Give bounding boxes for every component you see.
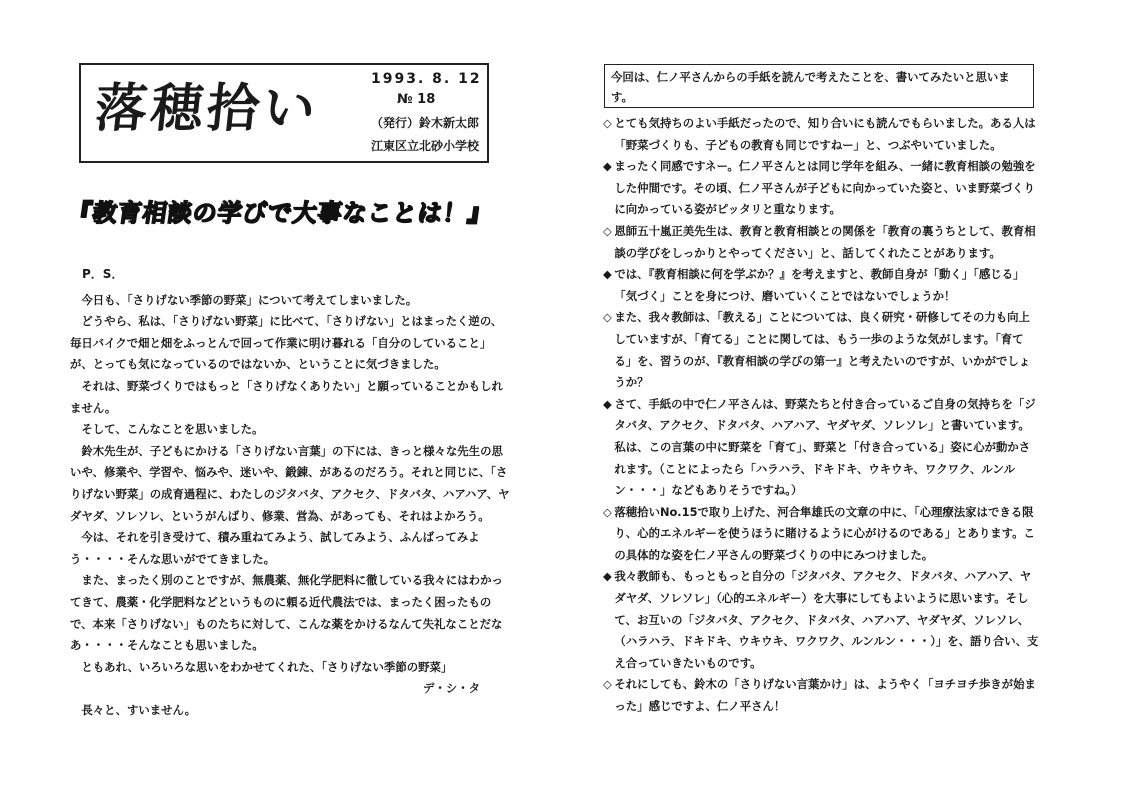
letter-paragraph: そして、こんなことを思いました。 xyxy=(81,422,264,437)
reflection-item xyxy=(603,502,1039,567)
reflection-item xyxy=(603,264,1039,307)
bullet-mark: ◇ xyxy=(603,223,612,238)
reflection-item xyxy=(603,156,1039,221)
school-name: 江東区立北砂小学校 xyxy=(371,139,480,153)
letter-paragraph: また、まったく別のことですが、無農薬、無化学肥料に徹している我々にはわかってきて、農薬・化学肥料などというものに頼る近代農法では、まったく困ったもので、本来「さりげない」ものたちに対して、こんな薬をかけるなんて失礼なことだなあ・・・・そんなことも思いました。 xyxy=(70,573,503,653)
ps-label: P．S． xyxy=(82,267,124,281)
letter-column xyxy=(70,264,510,721)
reflection-text: まったく同感ですネー。仁ノ平さんとは同じ学年を組み、一緒に教育相談の勉強をした仲間です。その頃、仁ノ平さんが子どもに向かっていた姿と、いま野菜づくりに向かっている姿がピッタリと重なります。 xyxy=(614,159,1036,217)
letter-paragraph: 鈴木先生が、子どもにかける「さりげない言葉」の下には、きっと様々な先生の思いや、修業や、学習や、悩みや、迷いや、鍛錬、があるのだろう。それと同じに、「さりげない野菜」の成育過程に、わたしのジタバタ、アクセク、ドタバタ、ハアハア、ヤダヤダ、ソレソレ、というがんばり、修業、営為、があっても、それはよかろう。 xyxy=(70,443,510,523)
reflection-text: 落穂拾いNo.15で取り上げた、河合隼雄氏の文章の中に、「心理療法家はできる限り、心的エネルギーを使うほうに賭けるように心がけるのである」とあります。この具体的な姿を仁ノ平さんの野菜づくりの中にみつけました。 xyxy=(614,504,1035,562)
letter-paragraph: どうやら、私は、「さりげない野菜」に比べて、「さりげない」とはまったく逆の、毎日バイクで畑と畑をふっとんで回って作業に明け暮れる「自分のしていること」が、とっても気になっているのではないか、ということに気づきました。 xyxy=(70,314,503,372)
bullet-mark: ◆ xyxy=(603,159,612,174)
letter-closing: 長々と、すいません。 xyxy=(81,702,196,717)
reflection-item xyxy=(603,394,1039,502)
reflection-text: 恩師五十嵐正美先生は、教育と教育相談との関係を「教育の裏うちとして、教育相談の学びをしっかりとやってください」と、話してくれたことがあります。 xyxy=(614,223,1036,260)
issue-number: № 18 xyxy=(397,92,436,107)
reflection-item xyxy=(603,674,1039,717)
masthead xyxy=(79,63,489,163)
reflection-item xyxy=(603,113,1039,156)
issue-date: 1993. 8. 12 xyxy=(371,71,482,87)
reflection-text: さて、手紙の中で仁ノ平さんは、野菜たちと付き合っているご自身の気持ちを「ジタバタ、アクセク、ドタバタ、ハアハア、ヤダヤダ、ソレソレ」と書いています。私は、この言葉の中に野菜を「育て」、野菜と「付き合っている」姿に心が動かされます。（ことによったら「ハラハラ、ドキドキ、ウキウキ、ワクワク、ルンルン・・・」などもありそうですね。） xyxy=(614,396,1036,498)
letter-paragraph: 今日も、「さりげない季節の野菜」について考えてしまいました。 xyxy=(81,292,418,307)
bullet-mark: ◇ xyxy=(603,310,612,325)
newsletter-title: 落穂拾い xyxy=(91,78,323,139)
bullet-mark: ◇ xyxy=(603,677,612,692)
reflection-text: それにしても、鈴木の「さりげない言葉かけ」は、ようやく「ヨチヨチ歩きが始まった」感じですよ、仁ノ平さん！ xyxy=(614,677,1036,714)
letter-paragraph: それは、野菜づくりではもっと「さりげなくありたい」と願っていることかもしれません。 xyxy=(70,378,503,415)
reflection-item xyxy=(603,566,1039,674)
bullet-mark: ◇ xyxy=(603,116,612,130)
reflection-item xyxy=(603,307,1039,393)
intro-box: 今回は、仁ノ平さんからの手紙を読んで考えたことを、書いてみたいと思います。 xyxy=(604,64,1034,108)
letter-paragraph: 今は、それを引き受けて、積み重ねてみよう、試してみよう、ふんばってみよう・・・・そんな思いがでてきました。 xyxy=(70,530,480,566)
reflection-text: また、我々教師は、「教える」ことについては、良く研究・研修してその力も向上していますが、「育てる」ことに関しては、もう一歩のような気がします。「育てる」を、習うのが、『教育相談の学びの第一』と考えたいのですが、いかがでしょうか？ xyxy=(614,310,1031,390)
reflection-text: 我々教師も、もっともっと自分の「ジタバタ、アクセク、ドタバタ、ハアハア、ヤダヤダ、ソレソレ」（心的エネルギー）を大事にしてもよいように思います。そして、お互いの「ジタバタ、アクセク、ドタバタ、ハアハア、ヤダヤダ、ソレソレ、（ハラハラ、ドキドキ、ウキウキ、ワクワク、ルンルン・・・）」を、語り合い、支え合っていきたいものです。 xyxy=(614,569,1039,670)
publisher: （発行）鈴木新太郎 xyxy=(371,116,480,130)
bullet-mark: ◆ xyxy=(603,396,612,411)
bullet-mark: ◇ xyxy=(603,504,612,519)
bullet-mark: ◆ xyxy=(603,569,612,584)
reflection-column xyxy=(603,113,1039,718)
reflection-text: とても気持ちのよい手紙だったので、知り合いにも読んでもらいました。ある人は「野菜づくりも、子どもの教育も同じですねー」と、つぶやいていました。 xyxy=(614,116,1036,152)
reflection-text: では、『教育相談に何を学ぶか？』を考えますと、教師自身が「動く」「感じる」「気づく」ことを身につけ、磨いていくことではないでしょうか！ xyxy=(614,267,1025,303)
letter-signature: デ・シ・タ xyxy=(423,681,480,696)
bullet-mark: ◆ xyxy=(603,267,612,282)
reflection-item xyxy=(603,221,1039,264)
article-headline: 『教育相談の学びで大事なことは！』 xyxy=(65,199,495,227)
letter-paragraph: ともあれ、いろいろな思いをわかせてくれた、「さりげない季節の野菜」 xyxy=(81,659,453,674)
